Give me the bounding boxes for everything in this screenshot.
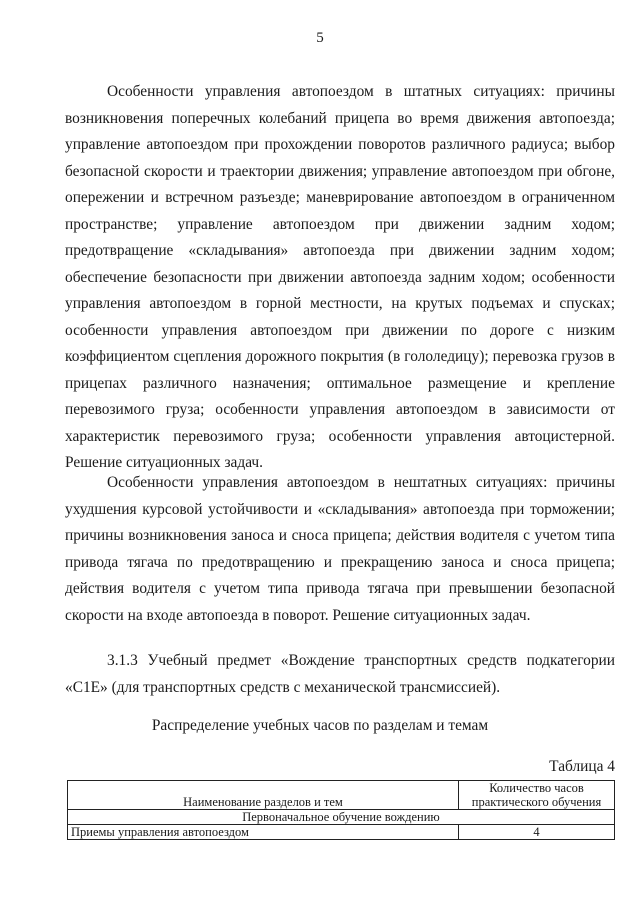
- page-number: 5: [316, 30, 324, 46]
- hours-table: [67, 780, 615, 840]
- paragraph-emergency-situations: Особенности управления автопоездом в нештатных ситуациях: причины ухудшения курсовой устойчивости и «складывания» автопоезда при торможении; причины возникновения заноса и сноса прицепа; действия водителя с учетом типа привода тягача по предотвращению и прекращению заноса и сноса прицепа; действия водителя с учетом типа привода тягача при превышении безопасной скорости на входе автопоезда в поворот. Решение ситуационных задач.: [65, 474, 615, 624]
- section-heading: Распределение учебных часов по разделам и темам: [151, 717, 489, 734]
- table-header-row: [68, 781, 615, 810]
- section-title-cell: Первоначальное обучение вождению: [68, 810, 615, 825]
- table-row: [68, 825, 615, 840]
- header-practice-hours: Количество часов практического обучения: [459, 781, 615, 810]
- table-section-row: [68, 810, 615, 825]
- hours-value-cell: 4: [459, 825, 615, 840]
- topic-name-cell: Приемы управления автопоездом: [68, 825, 459, 840]
- header-topic-name: Наименование разделов и тем: [68, 781, 459, 810]
- table-label: Таблица 4: [549, 758, 615, 775]
- paragraph-regular-situations: Особенности управления автопоездом в штатных ситуациях: причины возникновения поперечных колебаний прицепа во время движения автопоезда; управление автопоездом при прохождении поворотов различного радиуса; выбор безопасной скорости и траектории движения; управление автопоездом при обгоне, опережении и встречном разъезде; маневрирование автопоездом в ограниченном пространстве; управление автопоездом при движении задним ходом; предотвращение «складывания» автопоезда при движении задним ходом; обеспечение безопасности при движении автопоезда задним ходом; особенности управления автопоездом в горной местности, на крутых подъемах и спусках; особенности управления автопоездом при движении по дороге с низким коэффициентом сцепления дорожного покрытия (в гололедицу); перевозка грузов в прицепах различного назначения; оптимальное размещение и крепление перевозимого груза; особенности управления автопоездом в зависимости от характеристик перевозимого груза; особенности управления автоцистерной. Решение ситуационных задач.: [65, 83, 615, 471]
- paragraph-subject-title: 3.1.3 Учебный предмет «Вождение транспортных средств подкатегории «С1Е» (для транспортных средств с механической трансмиссией).: [65, 652, 615, 696]
